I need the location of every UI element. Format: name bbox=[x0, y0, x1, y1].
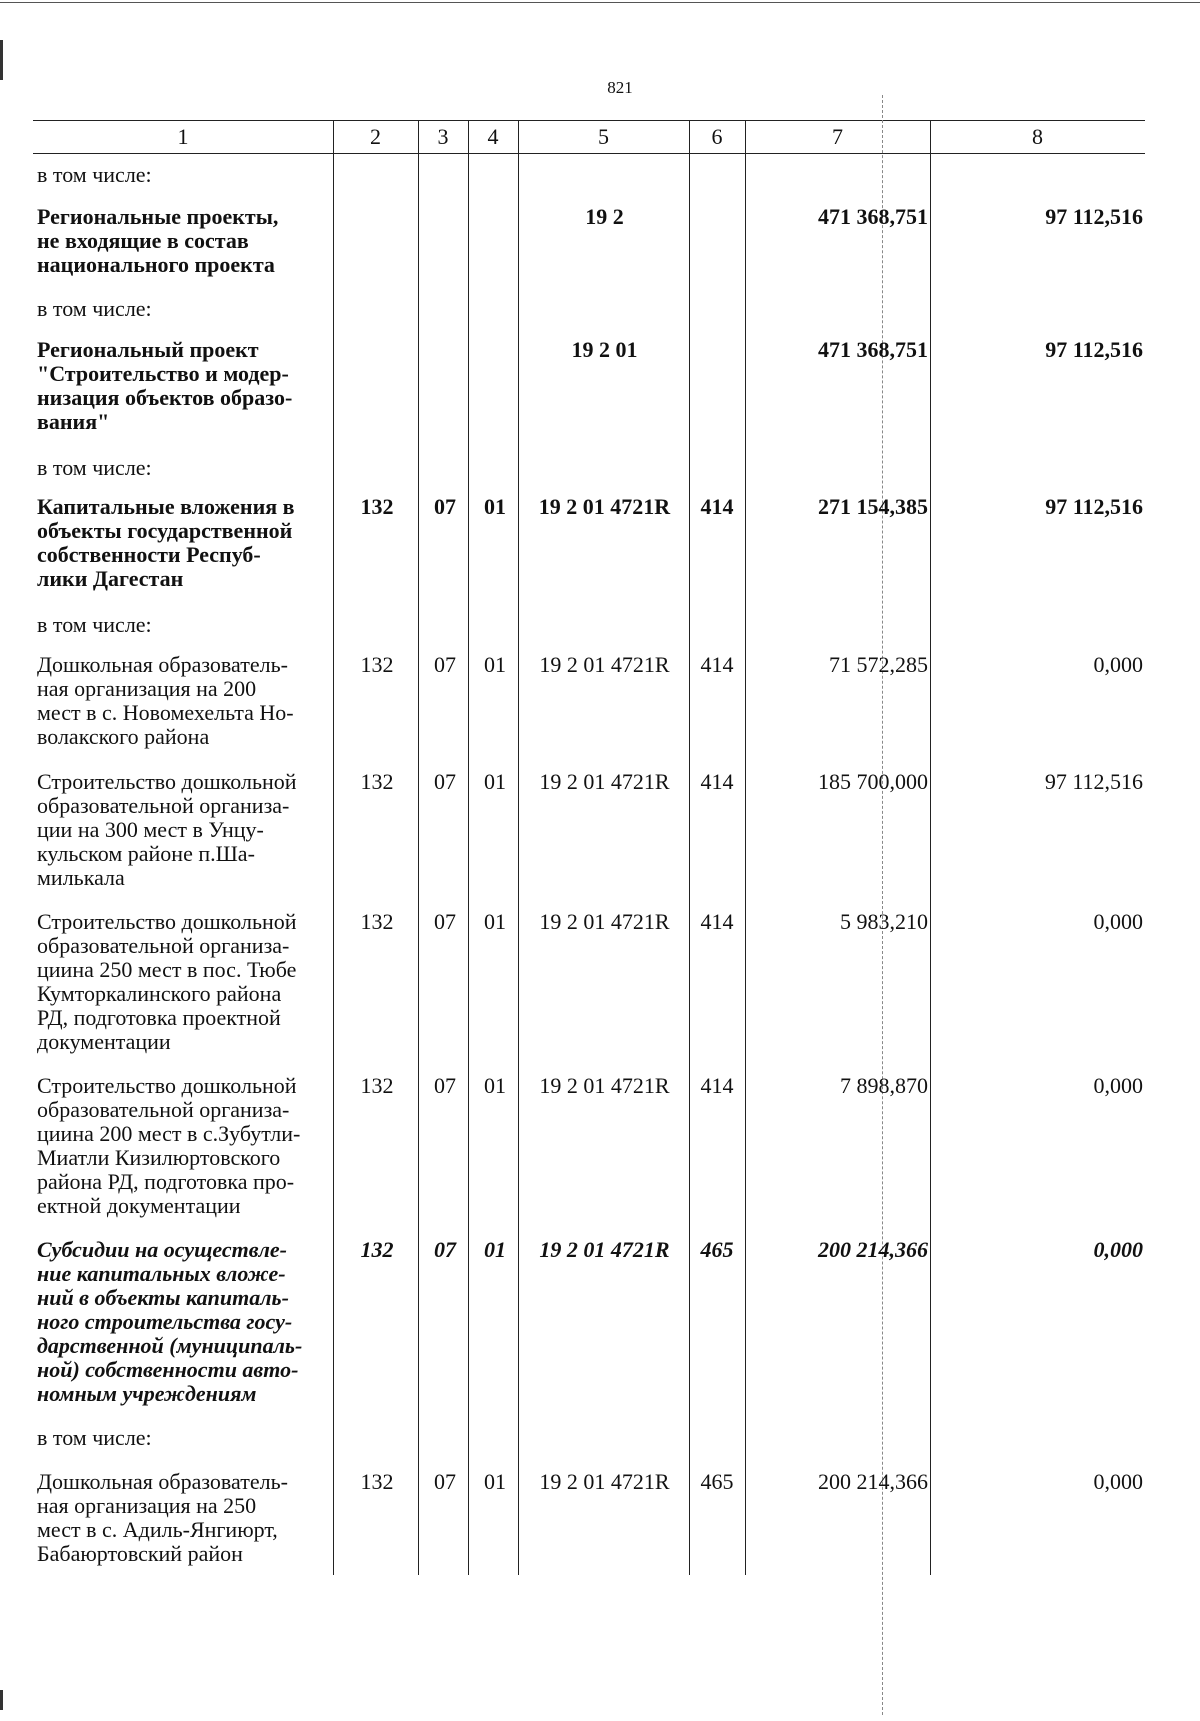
header-col-8: 8 bbox=[1032, 124, 1043, 149]
ministry-code: 132 bbox=[360, 1237, 394, 1262]
column-divider bbox=[468, 120, 469, 1575]
amount-col-8: 0,000 bbox=[1093, 909, 1143, 934]
amount-col-8: 97 112,516 bbox=[1045, 204, 1143, 229]
header-col-2: 2 bbox=[370, 124, 381, 149]
ministry-code: 132 bbox=[360, 652, 394, 677]
row-name: Региональный проект "Строительство и модер- низация объектов образо- вания" bbox=[37, 337, 293, 434]
in-total-label: в том числе: bbox=[37, 296, 152, 321]
column-divider bbox=[418, 120, 419, 1575]
amount-col-7: 200 214,366 bbox=[818, 1237, 928, 1262]
amount-col-7: 71 572,285 bbox=[829, 652, 928, 677]
ministry-code: 132 bbox=[360, 1469, 394, 1494]
target-code: 19 2 01 4721R bbox=[539, 652, 670, 677]
row-name: Дошкольная образователь- ная организация на 200 мест в с. Новомехельта Но- волакского района bbox=[37, 652, 294, 749]
row-name: Строительство дошкольной образовательной организа- циина 200 мест в с.Зубутли- Миатли Кизилюртовского района РД, подготовка про- ектной документации bbox=[37, 1073, 301, 1218]
amount-col-7: 200 214,366 bbox=[818, 1469, 928, 1494]
subsection-code: 01 bbox=[484, 494, 506, 519]
target-code: 19 2 01 4721R bbox=[539, 909, 670, 934]
in-total-label: в том числе: bbox=[37, 455, 152, 480]
expense-type-code: 414 bbox=[700, 769, 734, 794]
row-name: Строительство дошкольной образовательной организа- циина 250 мест в пос. Тюбе Кумторкалинского района РД, подготовка проектной документации bbox=[37, 909, 297, 1054]
amount-col-8: 0,000 bbox=[1093, 652, 1143, 677]
expense-type-code: 414 bbox=[700, 652, 734, 677]
amount-col-7: 5 983,210 bbox=[840, 909, 928, 934]
in-total-label: в том числе: bbox=[37, 1425, 152, 1450]
header-col-3: 3 bbox=[437, 124, 449, 149]
ministry-code: 132 bbox=[360, 769, 394, 794]
expense-type-code: 465 bbox=[700, 1237, 734, 1262]
header-col-7: 7 bbox=[832, 124, 843, 149]
amount-col-8: 0,000 bbox=[1093, 1237, 1143, 1262]
row-name: Региональные проекты, не входящие в состав национального проекта bbox=[37, 204, 279, 277]
section-code: 07 bbox=[434, 1237, 456, 1262]
target-code: 19 2 01 bbox=[571, 337, 638, 362]
column-divider bbox=[518, 120, 519, 1575]
row-name: Капитальные вложения в объекты государственной собственности Респуб- лики Дагестан bbox=[37, 494, 295, 591]
column-divider bbox=[930, 120, 931, 1575]
header-col-5: 5 bbox=[598, 124, 609, 149]
amount-col-7: 471 368,751 bbox=[818, 204, 928, 229]
target-code: 19 2 01 4721R bbox=[539, 1073, 670, 1098]
ministry-code: 132 bbox=[360, 909, 394, 934]
amount-col-8: 97 112,516 bbox=[1045, 494, 1143, 519]
in-total-label: в том числе: bbox=[37, 612, 152, 637]
subsection-code: 01 bbox=[484, 909, 506, 934]
column-divider bbox=[333, 120, 334, 1575]
page-number: 821 bbox=[607, 78, 633, 97]
subsection-code: 01 bbox=[484, 1073, 506, 1098]
row-name: Дошкольная образователь- ная организация на 250 мест в с. Адиль-Янгиюрт, Бабаюртовский район bbox=[37, 1469, 288, 1566]
amount-col-8: 97 112,516 bbox=[1044, 769, 1143, 794]
header-bottom-rule bbox=[33, 153, 1145, 154]
row-name: Субсидии на осуществле- ние капитальных вложе- ний в объекты капиталь- ного строительства госу- дарственной (муниципаль- ной) собственности авто- номным учреждениям bbox=[37, 1237, 303, 1406]
in-total-label: в том числе: bbox=[37, 162, 152, 187]
subsection-code: 01 bbox=[484, 1469, 506, 1494]
section-code: 07 bbox=[434, 1469, 456, 1494]
ministry-code: 132 bbox=[360, 494, 394, 519]
target-code: 19 2 01 4721R bbox=[538, 494, 671, 519]
subsection-code: 01 bbox=[484, 769, 506, 794]
header-col-1: 1 bbox=[177, 124, 189, 149]
subsection-code: 01 bbox=[484, 652, 506, 677]
section-code: 07 bbox=[434, 494, 456, 519]
amount-col-8: 0,000 bbox=[1093, 1073, 1143, 1098]
scan-top-edge bbox=[0, 2, 1200, 3]
ministry-code: 132 bbox=[360, 1073, 394, 1098]
amount-col-7: 471 368,751 bbox=[818, 337, 928, 362]
header-col-6: 6 bbox=[711, 124, 723, 149]
amount-col-8: 0,000 bbox=[1093, 1469, 1143, 1494]
scan-margin-mark bbox=[0, 1690, 3, 1710]
scan-margin-mark bbox=[0, 40, 3, 80]
header-col-4: 4 bbox=[487, 124, 499, 149]
amount-col-7: 271 154,385 bbox=[818, 494, 928, 519]
expense-type-code: 414 bbox=[700, 909, 734, 934]
section-code: 07 bbox=[434, 1073, 456, 1098]
amount-col-7: 185 700,000 bbox=[818, 769, 928, 794]
section-code: 07 bbox=[434, 769, 456, 794]
expense-type-code: 414 bbox=[700, 494, 734, 519]
target-code: 19 2 01 4721R bbox=[539, 769, 670, 794]
column-divider bbox=[689, 120, 690, 1575]
target-code: 19 2 01 4721R bbox=[539, 1469, 670, 1494]
target-code: 19 2 bbox=[585, 204, 624, 229]
table-top-rule bbox=[33, 120, 1145, 121]
amount-col-8: 97 112,516 bbox=[1045, 337, 1143, 362]
expense-type-code: 414 bbox=[700, 1073, 734, 1098]
subsection-code: 01 bbox=[484, 1237, 506, 1262]
amount-col-7: 7 898,870 bbox=[840, 1073, 928, 1098]
section-code: 07 bbox=[434, 652, 456, 677]
column-divider bbox=[745, 120, 746, 1575]
target-code: 19 2 01 4721R bbox=[539, 1237, 670, 1262]
section-code: 07 bbox=[434, 909, 456, 934]
row-name: Строительство дошкольной образовательной организа- ции на 300 мест в Унцу- кульском районе п.Ша- милькала bbox=[37, 769, 297, 890]
expense-type-code: 465 bbox=[700, 1469, 734, 1494]
